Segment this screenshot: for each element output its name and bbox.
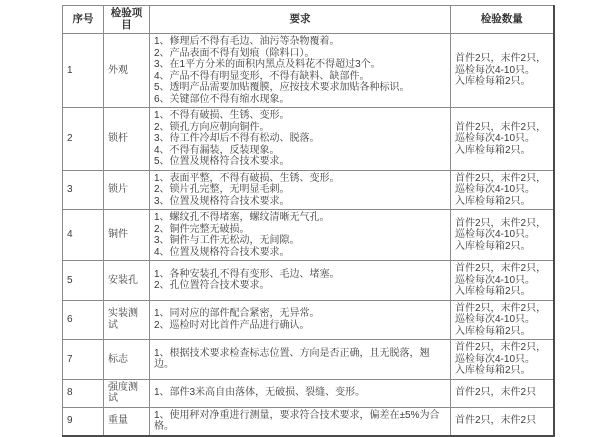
- table-row: [63, 379, 554, 407]
- cell-no: 2: [63, 108, 104, 171]
- requirement-line: 2、孔位置符合技术要求。: [154, 280, 270, 292]
- requirement-line: 2、锁孔方向应朝向铜件。: [154, 121, 270, 133]
- requirement-line: 1、部件3米高自由落体，无破损、裂缝、变形。: [154, 387, 366, 399]
- cell-requirements: [150, 340, 451, 380]
- cell-no: 8: [63, 379, 104, 407]
- quantity-line: 巡检每次4-10只。: [455, 64, 536, 76]
- quantity-line: 入库检每箱2只。: [455, 325, 531, 337]
- requirement-line: 2、产品表面不得有划痕（除料口）。: [154, 47, 315, 59]
- table-row: [63, 108, 554, 171]
- header-cell-item: 检验项目: [104, 6, 150, 34]
- cell-item: 强度测试: [104, 379, 150, 407]
- cell-quantity: [451, 407, 554, 436]
- table-row: [63, 34, 554, 108]
- cell-requirements: [150, 108, 451, 171]
- requirement-line: 5、透明产品需要加贴覆膜，应按技术要求加贴各种标识。: [154, 82, 410, 93]
- cell-requirements: [150, 407, 451, 436]
- quantity-line: 首件2只，末件2只，: [455, 302, 547, 314]
- requirement-line: 2、巡检时对比首件产品进行确认。: [154, 319, 310, 331]
- quantity-line: 首件2只，末件2只，: [455, 217, 547, 229]
- cell-requirements: [150, 261, 451, 301]
- requirement-line: 6、关键部位不得有缩水现象。: [154, 93, 290, 105]
- quantity-line: 首件2只，末件2只: [455, 415, 537, 427]
- cell-item: 实装测试: [104, 300, 150, 340]
- requirement-line: 4、位置及规格符合技术要求。: [154, 246, 290, 258]
- cell-item: 外观: [104, 34, 150, 108]
- quantity-line: 首件2只，末件2只: [455, 387, 537, 399]
- requirement-line: 5、位置及规格符合技术要求。: [154, 156, 290, 167]
- header-cell-quantity: 检验数量: [451, 6, 554, 34]
- cell-item: 锁杆: [104, 108, 150, 171]
- requirement-line: 1、修理后不得有毛边、油污等杂物覆着。: [154, 36, 340, 47]
- table-row: [63, 170, 554, 210]
- quantity-line: 巡检每次4-10只。: [455, 314, 536, 325]
- inspection-table: [62, 5, 555, 437]
- cell-no: 1: [63, 34, 104, 108]
- requirement-line: 2、铜件完整无破损。: [154, 223, 250, 235]
- quantity-line: 巡检每次4-10只。: [455, 184, 536, 195]
- cell-quantity: [451, 261, 554, 301]
- quantity-line: 首件2只，末件2只，: [455, 121, 547, 133]
- cell-quantity: [451, 210, 554, 261]
- requirement-line: 2、锁片孔完整，无明显毛刺。: [154, 184, 290, 195]
- table-row: [63, 407, 554, 436]
- cell-no: 7: [63, 340, 104, 380]
- requirement-line: 1、表面平整，不得有破损、生锈、变形。: [154, 172, 340, 184]
- cell-no: 3: [63, 170, 104, 210]
- quantity-line: 入库检每箱2只。: [455, 195, 531, 207]
- cell-item: 铜件: [104, 210, 150, 261]
- quantity-line: 首件2只，末件2只，: [455, 342, 547, 353]
- requirement-line: 1、使用秤对净重进行测量，要求符合技术要求，偏差在±5%为合格。: [154, 409, 440, 432]
- quantity-line: 首件2只，末件2只，: [455, 53, 547, 65]
- requirement-line: 1、不得有破损、生锈、变形。: [154, 110, 290, 121]
- cell-item: 锁片: [104, 170, 150, 210]
- cell-no: 9: [63, 407, 104, 436]
- requirement-line: 3、待工件冷却后不得有松动、脱落。: [154, 133, 320, 144]
- header-row: [63, 6, 554, 34]
- cell-item: 安装孔: [104, 261, 150, 301]
- requirement-line: 1、各种安装孔不得有变形、毛边、堵塞。: [154, 268, 340, 280]
- cell-item: 标志: [104, 340, 150, 380]
- quantity-line: 入库检每箱2只。: [455, 365, 531, 376]
- table-row: [63, 300, 554, 340]
- quantity-line: 巡检每次4-10只。: [455, 133, 536, 144]
- cell-no: 5: [63, 261, 104, 301]
- table-row: [63, 340, 554, 380]
- cell-quantity: [451, 379, 554, 407]
- cell-quantity: [451, 340, 554, 380]
- cell-requirements: [150, 170, 451, 210]
- quantity-line: 入库检每箱2只。: [455, 76, 531, 88]
- cell-quantity: [451, 170, 554, 210]
- table-body: [63, 34, 554, 436]
- requirement-line: 1、螺纹孔不得堵塞，螺纹清晰无气孔。: [154, 212, 330, 223]
- quantity-line: 首件2只，末件2只，: [455, 263, 547, 274]
- header-cell-no: 序号: [63, 6, 104, 34]
- cell-requirements: [150, 300, 451, 340]
- quantity-line: 巡检每次4-10只。: [455, 274, 536, 286]
- quantity-line: 入库检每箱2只。: [455, 240, 531, 252]
- cell-requirements: [150, 210, 451, 261]
- table-row: [63, 210, 554, 261]
- quantity-line: 巡检每次4-10只。: [455, 353, 536, 365]
- cell-quantity: [451, 34, 554, 108]
- cell-no: 6: [63, 300, 104, 340]
- requirement-line: 3、在1平方分米的面积内黑点及料花不得超过3个。: [154, 59, 381, 70]
- requirement-line: 4、不得有漏装，反装现象。: [154, 144, 280, 156]
- quantity-line: 入库检每箱2只。: [455, 286, 531, 297]
- cell-requirements: [150, 379, 451, 407]
- header-cell-requirements: 要求: [150, 6, 451, 34]
- cell-requirements: [150, 34, 451, 108]
- quantity-line: 巡检每次4-10只。: [455, 229, 536, 241]
- quantity-line: 入库检每箱2只。: [455, 144, 531, 156]
- table-row: [63, 261, 554, 301]
- requirement-line: 3、铜件与工件无松动，无间隙。: [154, 235, 300, 246]
- requirement-line: 1、同对应的部件配合紧密，无异常。: [154, 308, 320, 320]
- cell-no: 4: [63, 210, 104, 261]
- cell-quantity: [451, 108, 554, 171]
- requirement-line: 3、位置及规格符合技术要求。: [154, 195, 290, 207]
- requirement-line: 1、根据技术要求检查标志位置、方向是否正确，且无脱落，翘边。: [154, 347, 430, 371]
- requirement-line: 4、产品不得有明显变形，不得有缺料、缺部件。: [154, 70, 370, 82]
- cell-item: 重量: [104, 407, 150, 436]
- cell-quantity: [451, 300, 554, 340]
- quantity-line: 首件2只，末件2只，: [455, 172, 547, 184]
